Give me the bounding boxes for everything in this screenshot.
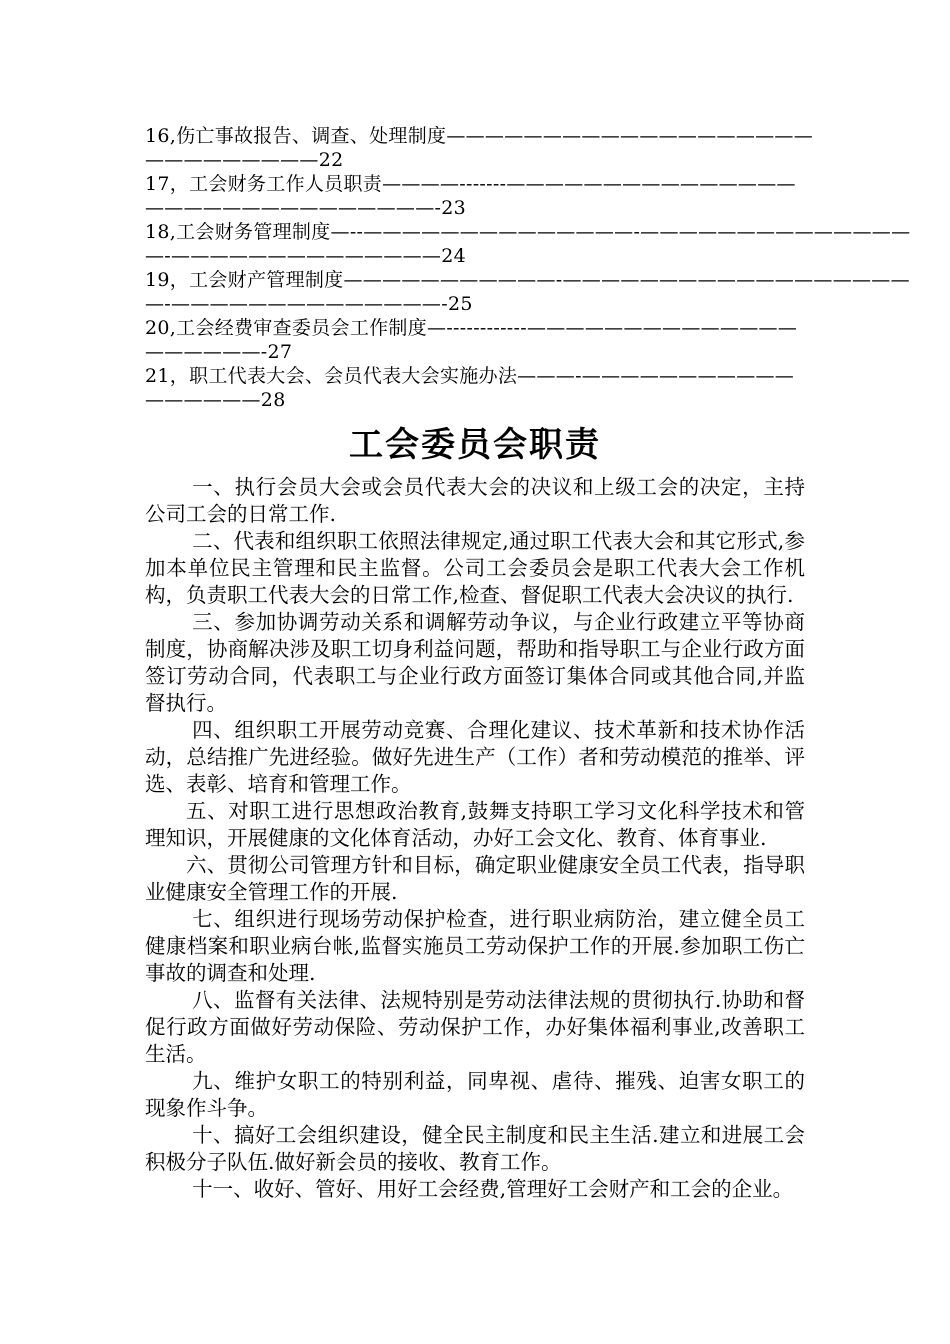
toc-line: 17，工会财务工作人员职责————-------——————————————— [145, 173, 796, 195]
paragraph-1: 一、执行会员大会或会员代表大会的决议和上级工会的决定，主持公司工会的日常工作. [145, 475, 805, 526]
toc-entry-18 [145, 220, 911, 268]
paragraph-11: 十一、收好、管好、用好工会经费,管理好工会财产和工会的企业。 [192, 1177, 794, 1201]
toc-line-page: —-——————————————24 [145, 245, 466, 267]
toc-line: 18,工会财务管理制度—--——————————————-—————————————— [145, 221, 911, 243]
toc-entry-20 [145, 316, 805, 364]
section-title: 工会委员会职责 [349, 425, 601, 465]
paragraph-5: 五、对职工进行思想政治教育,鼓舞支持职工学习文化科学技术和管理知识，开展健康的文化体育活动，办好工会文化、教育、体育事业. [145, 799, 805, 850]
paragraph-8: 八、监督有关法律、法规特别是劳动法律法规的贯彻执行.协助和督促行政方面做好劳动保险、劳动保护工作，办好集体福利事业,改善职工生活。 [145, 988, 805, 1066]
paragraph-4: 四、组织职工开展劳动竞赛、合理化建议、技术革新和技术协作活动，总结推广先进经验。做好先进生产（工作）者和劳动模范的推举、评选、表彰、培育和管理工作。 [145, 718, 805, 796]
paragraph-3: 三、参加协调劳动关系和调解劳动争议，与企业行政建立平等协商制度，协商解决涉及职工切身利益问题，帮助和指导职工与企业行政方面签订劳动合同，代表职工与企业行政方面签订集体合同或其他合同,并监督执行。 [145, 610, 805, 715]
toc-line: 21，职工代表大会、会员代表大会实施办法———-——————————— [145, 365, 795, 387]
toc-entry-19 [145, 268, 910, 316]
paragraph-9: 九、维护女职工的特别利益，同卑视、虐待、摧残、迫害女职工的现象作斗争。 [145, 1069, 805, 1120]
table-of-contents [145, 124, 911, 412]
toc-line: 19，工会财产管理制度———————————-—————————————————— [145, 269, 910, 291]
paragraph-2: 二、代表和组织职工依照法律规定,通过职工代表大会和其它形式,参加本单位民主管理和民主监督。公司工会委员会是职工代表大会工作机构，负责职工代表大会的日常工作,检查、督促职工代表大会决议的执行. [145, 529, 805, 607]
paragraph-10: 十、搞好工会组织建设，健全民主制度和民主生活.建立和进展工会积极分子队伍.做好新会员的接收、教育工作。 [145, 1123, 805, 1174]
toc-entry-21 [145, 364, 805, 412]
toc-entry-16 [145, 124, 814, 172]
toc-entry-17 [145, 172, 805, 220]
toc-line: 16,伤亡事故报告、调查、处理制度——————————————————— [145, 125, 814, 147]
section-body [145, 474, 805, 1203]
toc-line-page: ——————-27 [145, 341, 293, 363]
document-page [145, 124, 911, 1203]
paragraph-7: 七、组织进行现场劳动保护检查，进行职业病防治，建立健全员工健康档案和职业病台帐,监督实施员工劳动保护工作的开展.参加职工伤亡事故的调查和处理. [145, 907, 805, 985]
toc-line-page: —————————22 [145, 149, 344, 171]
toc-line: 20,工会经费审查委员会工作制度—------------—————————————— [145, 317, 798, 339]
paragraph-6: 六、贯彻公司管理方针和目标，确定职业健康安全员工代表，指导职业健康安全管理工作的开展. [145, 853, 805, 904]
toc-line-page: ———————————————-23 [145, 197, 466, 219]
toc-line-page: —-——————————————-25 [145, 293, 473, 315]
toc-line-page: ——————28 [145, 389, 286, 411]
